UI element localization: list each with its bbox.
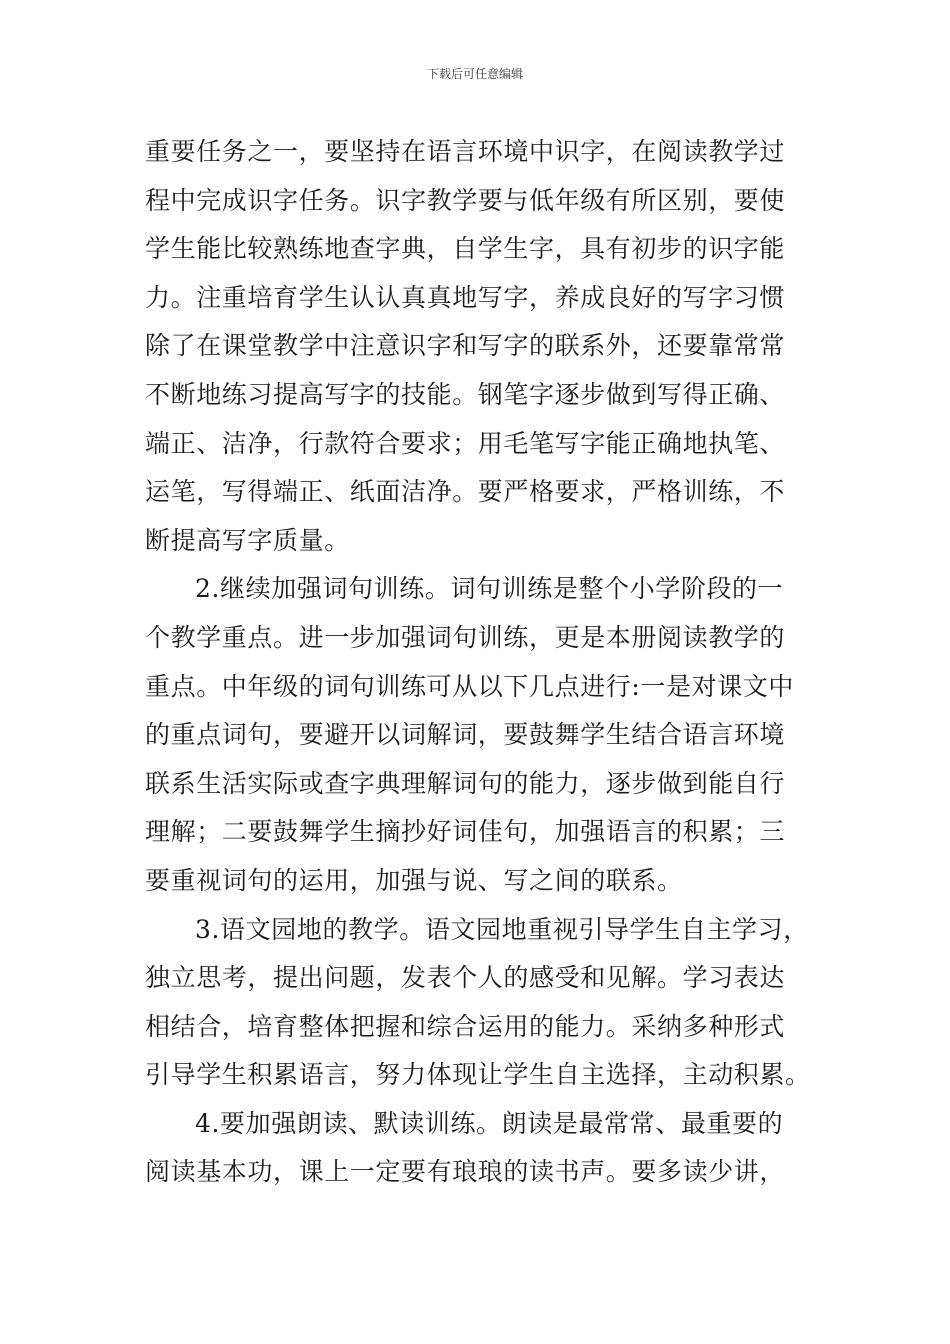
- text-line: 端正、洁净，行款符合要求；用毛笔写字能正确地执笔、: [145, 428, 786, 458]
- text-line: 4.要加强朗读、默读训练。朗读是最常常、最重要的: [195, 1108, 784, 1138]
- text-line: 个教学重点。进一步加强词句训练，更是本册阅读教学的: [145, 622, 786, 652]
- text-line: 程中完成识字任务。识字教学要与低年级有所区别，要使: [145, 185, 786, 215]
- text-line: 重点。中年级的词句训练可从以下几点进行:一是对课文中: [145, 671, 795, 701]
- text-line: 2.继续加强词句训练。词句训练是整个小学阶段的一: [195, 574, 784, 604]
- text-line: 断提高写字质量。: [145, 525, 350, 555]
- text-line: 相结合，培育整体把握和综合运用的能力。采纳多种形式: [145, 1011, 786, 1041]
- text-line: 联系生活实际或查字典理解词句的能力，逐步做到能自行: [145, 768, 786, 798]
- text-line: 运笔，写得端正、纸面洁净。要严格要求，严格训练，不: [145, 477, 786, 507]
- text-line: 的重点词句，要避开以词解词，要鼓舞学生结合语言环境: [145, 720, 786, 750]
- page-header: 下载后可任意编辑: [426, 67, 523, 81]
- text-line: 重要任务之一，要坚持在语言环境中识字，在阅读教学过: [145, 137, 786, 166]
- text-line: 除了在课堂教学中注意识字和写字的联系外，还要靠常常: [145, 331, 786, 361]
- text-line: 3.语文园地的教学。语文园地重视引导学生自主学习，: [195, 914, 809, 944]
- body-text: [145, 128, 810, 1197]
- text-line: 引导学生积累语言，努力体现让学生自主选择，主动积累。: [145, 1060, 811, 1090]
- text-line: 独立思考，提出问题，发表个人的感受和见解。学习表达: [145, 963, 786, 993]
- text-line: 理解；二要鼓舞学生摘抄好词佳句，加强语言的积累；三: [145, 817, 786, 847]
- text-line: 阅读基本功，课上一定要有琅琅的读书声。要多读少讲，: [145, 1157, 786, 1187]
- text-line: 不断地练习提高写字的技能。钢笔字逐步做到写得正确、: [145, 379, 786, 409]
- text-line: 学生能比较熟练地查字典，自学生字，具有初步的识字能: [145, 234, 786, 264]
- text-line: 力。注重培育学生认认真真地写字，养成良好的写字习惯: [145, 282, 786, 312]
- text-line: 要重视词句的运用，加强与说、写之间的联系。: [145, 865, 683, 895]
